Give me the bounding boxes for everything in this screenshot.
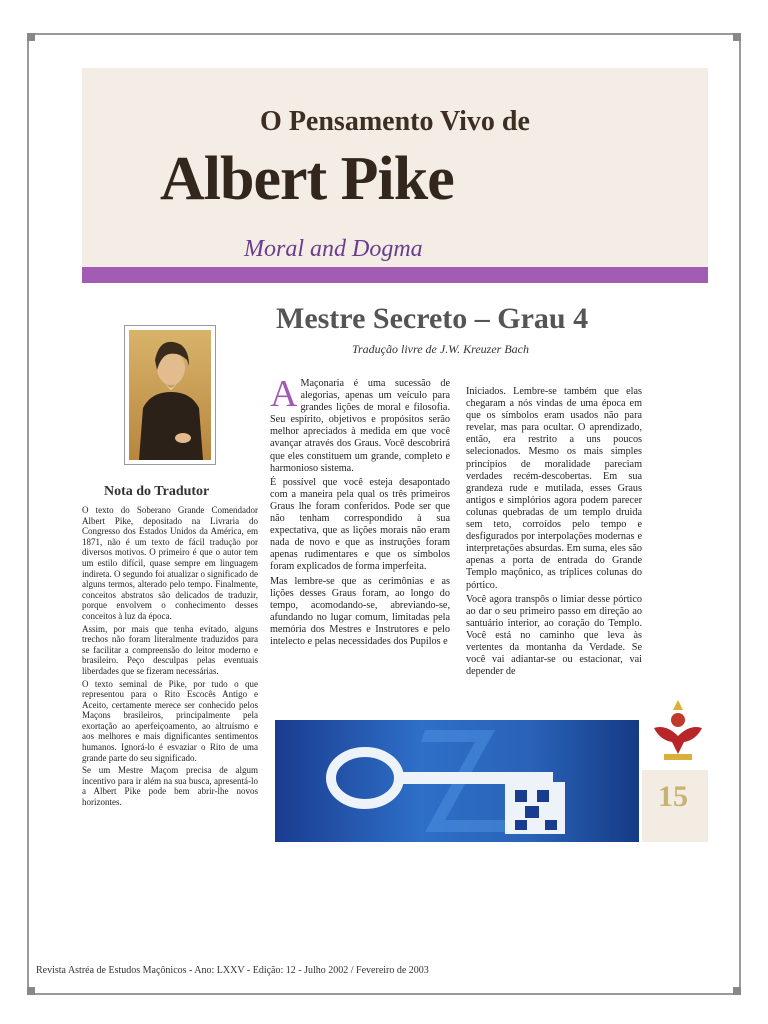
footer-citation: Revista Astréa de Estudos Maçônicos - Ano: LXXV - Edição: 12 - Julho 2002 / Fevereiro de 2003 [36,965,429,976]
frame-corner [733,33,741,41]
frame-corner [27,33,35,41]
article-byline: Tradução livre de J.W. Kreuzer Bach [352,342,529,356]
body-column-1 [270,373,450,650]
sidebar-paragraph: Se um Mestre Maçom precisa de algum incentivo para ir além na sua busca, apresentá-lo a Albert Pike pode bem abrir-lhe novos horizontes. [82,765,258,808]
sidebar-text [82,505,258,810]
page-number: 15 [658,780,688,813]
header-subtitle: Moral and Dogma [244,236,423,262]
drop-cap: A [270,373,298,415]
double-eagle-emblem-icon [650,698,706,764]
key-icon [275,720,639,842]
frame-corner [733,987,741,995]
sidebar-paragraph: Assim, por mais que tenha evitado, alguns trechos não foram literalmente traduzidos para se facilitar a compreensão do leitor moderno e brasileiro. Peço desculpas pelas eventuais liberdades que se fizeram necessárias. [82,623,258,676]
frame-corner [27,987,35,995]
body-paragraph: Mas lembre-se que as cerimônias e as lições desses Graus foram, ao longo do tempo, acomodando-se, abreviando-se, afundando no lugar comum, limitadas pela memória dos Mestres e Instrutores e pelo intelecto e pelas necessidades dos Pupilos e [270,575,450,647]
author-portrait [124,325,216,465]
header-line1: O Pensamento Vivo de [260,106,530,137]
body-paragraph: Iniciados. Lembre-se também que elas chegaram a nós vindas de uma época em que os símbolos eram usados não para revelar, mas para ocultar. O aprendizado, então, era restrito a uns poucos selecionados. Mesmo os mais simples princípios de moralidade pareciam verdades recém-descobertas. Em sua grandeza rude e mutilada, esses Graus antigos e simplórios agora podem parecer colunas quebradas de um templo druida sem teto, corroídos pelo tempo e desfigurados por interpolações modernas e interpretações absurdas. Em suma, eles são apenas a porta de entrada do Grande Templo maçônico, as tríplices colunas do pórtico. [466,386,642,591]
key-illustration [275,720,639,842]
header-name: Albert Pike [160,145,454,213]
body-paragraph: Maçonaria é uma sucessão de alegorias, apenas um veículo para grandes lições de moral e filosofia. Seu espírito, objetivos e propósitos serão melhor apreciados à medida em que você avançar através dos Graus. Você descobrirá que eles constituem um grande, completo e harmonioso sistema. [270,378,450,474]
article-title: Mestre Secreto – Grau 4 [276,302,589,335]
sidebar-heading: Nota do Tradutor [104,484,210,499]
body-column-2 [466,386,642,680]
sidebar-paragraph: O texto do Soberano Grande Comendador Albert Pike, depositado na Livraria do Congresso dos Estados Unidos da América, em 1871, não é um texto de fácil tradução por diversos motivos. O primeiro é que o autor tem um estilo difícil, quase sempre em linguagem indireta. O segundo foi atualizar o significado de alguns termos, alterado pelo tempo. Finalmente, conceitos abstratos são delicados de traduzir, porque envolvem o conhecimento desses conceitos à luz da época. [82,505,258,621]
sidebar-paragraph: O texto seminal de Pike, por tudo o que representou para o Rito Escocês Antigo e Aceito, certamente merece ser conhecido pelos Maçons brasileiros, principalmente pela exortação ao aperfeiçoamento, ao altruísmo e aos melhores e mais dignificantes sentimentos humanos. Ignorá-lo é esvaziar o Rito de uma grande parte do seu significado. [82,678,258,763]
body-paragraph: Você agora transpôs o limiar desse pórtico ao dar o seu primeiro passo em direção ao santuário interior, ao coração do Templo. Você está no caminho que leva às vertentes da montanha da Verdade. Se você vai adiantar-se ou estacionar, vai depender de [466,593,642,678]
header-banner [82,68,708,268]
purple-divider [82,267,708,283]
body-paragraph: É possível que você esteja desapontado com a maneira pela qual os três primeiros Graus lhe foram conferidos. Pode ser que não tenham correspondido à sua expectativa, que as lições morais não eram nada de novo e que as instruções foram apenas rudimentares e que os símbolos foram explicados de forma imperfeita. [270,476,450,573]
portrait-figure [129,330,211,460]
